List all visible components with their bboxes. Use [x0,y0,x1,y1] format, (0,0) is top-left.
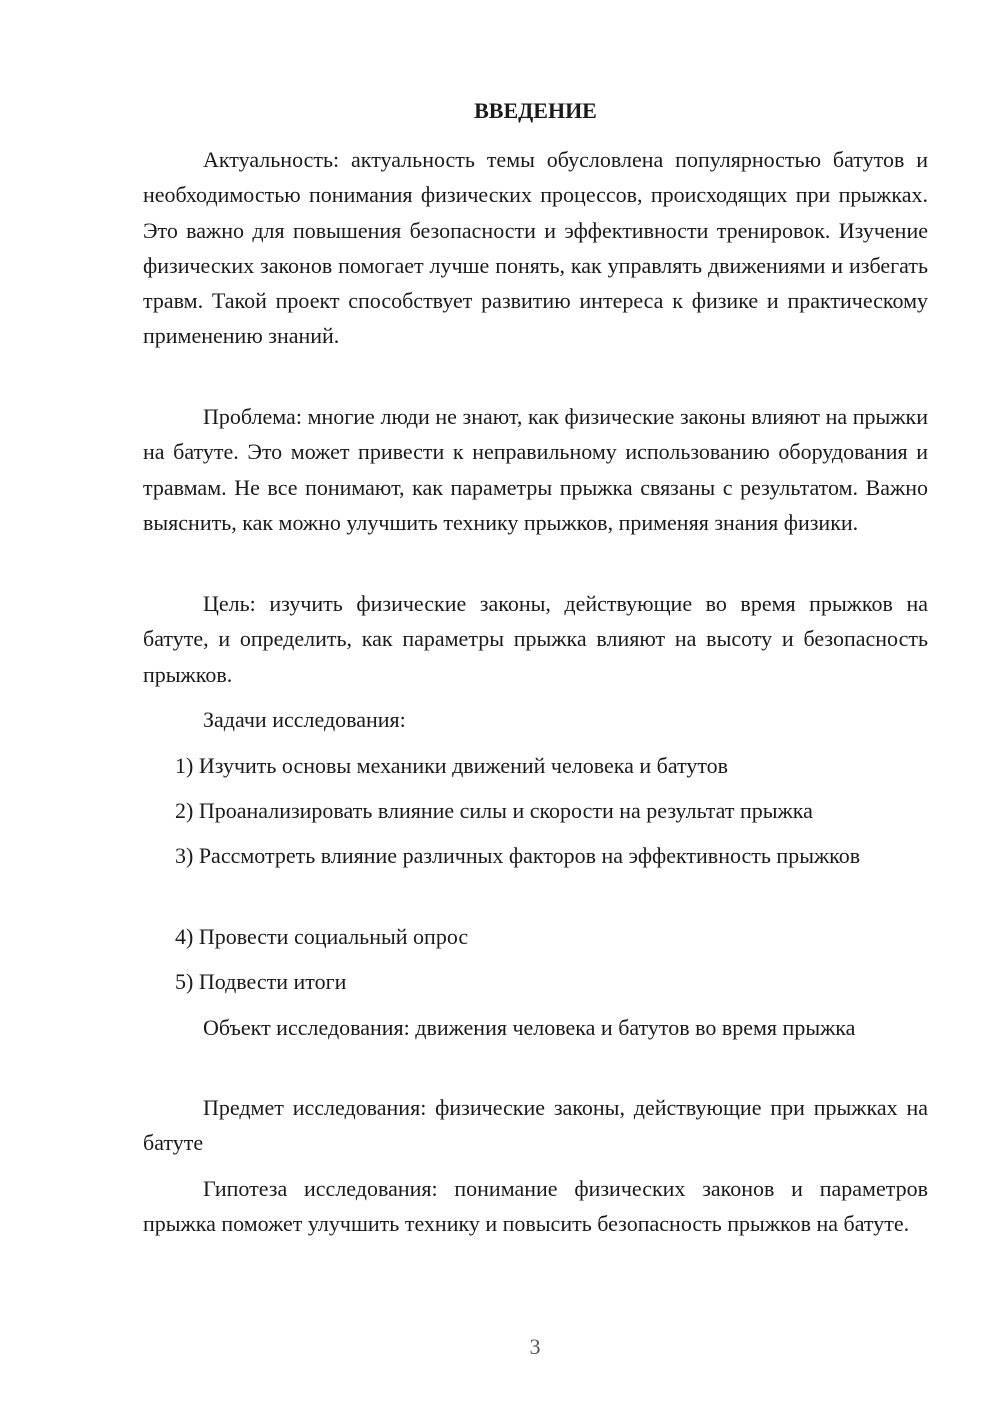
page-number: 3 [529,1334,541,1359]
relevance-paragraph: Актуальность: актуальность темы обусловлена популярностью батутов и необходимостью понимания физических процессов, происходящих при прыжках. Это важно для повышения безопасности и эффективности тренировок. Изучение физических законов помогает лучше понять, как управлять движениями и избегать травм. Такой проект способствует развитию интереса к физике и практическому применению знаний. [143,147,928,349]
task-item: 4) Провести социальный опрос [175,924,469,949]
task-item: 3) Рассмотреть влияние различных факторов на эффективность прыжков [175,843,861,868]
task-item: 5) Подвести итоги [175,969,347,994]
hypothesis-paragraph: Гипотеза исследования: понимание физических законов и параметров прыжка поможет улучшить технику и повысить безопасность прыжков на батуте. [143,1176,928,1237]
tasks-heading: Задачи исследования: [203,707,406,732]
goal-paragraph: Цель: изучить физические законы, действующие во время прыжков на батуте, и определить, как параметры прыжка влияют на высоту и безопасность прыжков. [143,591,928,687]
subject-paragraph: Предмет исследования: физические законы, действующие при прыжках на батуте [143,1095,928,1156]
section-title: ВВЕДЕНИЕ [474,98,597,123]
object-paragraph: Объект исследования: движения человека и батутов во время прыжка [203,1015,856,1040]
problem-paragraph: Проблема: многие люди не знают, как физические законы влияют на прыжки на батуте. Это может привести к неправильному использованию оборудования и травмам. Не все понимают, как параметры прыжка связаны с результатом. Важно выяснить, как можно улучшить технику прыжков, применяя знания физики. [143,404,928,535]
task-item: 1) Изучить основы механики движений человека и батутов [175,753,729,778]
task-item: 2) Проанализировать влияние силы и скорости на результат прыжка [175,798,813,823]
